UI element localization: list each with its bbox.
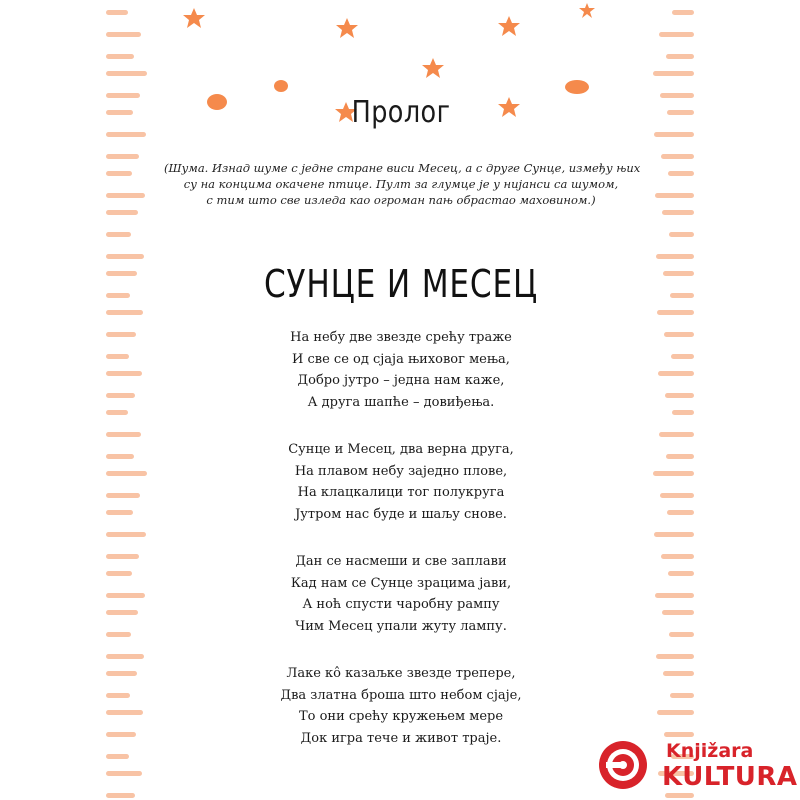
star-icon <box>422 58 444 78</box>
brush-stroke <box>668 171 694 176</box>
brush-stroke <box>669 232 694 237</box>
book-page <box>104 0 698 800</box>
stage-line: (Шума. Изнад шуме с једне стране виси Месец, а с друге Сунце, између њих <box>164 161 641 175</box>
stanza <box>104 663 698 749</box>
star-icon <box>183 8 205 28</box>
brush-stroke <box>106 293 130 298</box>
verse-line: На небу две звезде срећу траже <box>290 330 512 345</box>
stanza <box>104 551 698 637</box>
stage-line: су на концима окачене птице. Пулт за глумце је у нијанси са шумом, <box>183 177 619 191</box>
stage-line: с тим што све изледа као огроман пањ обрастао маховином.) <box>206 193 596 207</box>
poem-body <box>104 327 698 775</box>
verse-line: Док игра тече и живот траје. <box>300 730 502 746</box>
brush-stroke <box>670 293 694 298</box>
stanza <box>104 327 698 413</box>
brush-stroke <box>106 254 144 259</box>
logo-line1: Knjižara <box>666 740 754 762</box>
brush-stroke <box>106 193 145 198</box>
brush-stroke <box>106 310 143 315</box>
star-icon <box>498 16 520 36</box>
brush-stroke <box>665 793 694 798</box>
verse-line: Јутром нас буде и шаљу снове. <box>295 506 507 522</box>
brush-stroke <box>655 193 694 198</box>
verse-line: Чим Месец упали жуту лампу. <box>295 618 507 634</box>
verse-line: На клацкалици тог полукруга <box>297 485 505 500</box>
planet-icon <box>274 80 288 92</box>
knjizara-kultura-logo[interactable] <box>598 740 798 792</box>
prolog-title: Пролог <box>351 95 451 130</box>
planet-icon <box>565 80 589 94</box>
verse-line: И све се од сјаја њиховог мења, <box>292 351 510 367</box>
logo-mark-icon <box>598 740 648 790</box>
brush-stroke <box>106 232 131 237</box>
star-icon <box>336 18 358 38</box>
verse-line: Лаке кô казаљке звезде трепере, <box>286 666 516 681</box>
brush-stroke <box>661 154 694 159</box>
brush-stroke <box>106 271 137 276</box>
verse-line: Сунце и Месец, два верна друга, <box>288 442 514 457</box>
star-icon <box>579 3 595 18</box>
brush-stroke <box>106 793 135 798</box>
brush-stroke <box>662 210 694 215</box>
verse-line: А ноћ спусти чаробну рампу <box>302 597 500 612</box>
verse-line: А друга шапће – довиђења. <box>307 394 495 410</box>
verse-line: Кад нам се Сунце зрацима јави, <box>290 575 512 591</box>
poem-title: СУНЦЕ И МЕСЕЦ <box>263 262 539 306</box>
verse-line: Дан се насмеши и све заплави <box>295 554 507 569</box>
brush-stroke <box>663 271 694 276</box>
brush-stroke <box>106 171 132 176</box>
verse-line: То они срећу кружењем мере <box>298 709 504 724</box>
verse-line: Два златна броша што небом сјаје, <box>280 687 522 703</box>
logo-line2: KULTURA <box>662 762 798 792</box>
verse-line: Добро јутро – једна нам каже, <box>297 373 505 388</box>
brush-stroke <box>657 310 694 315</box>
prolog-stage-directions <box>164 160 641 208</box>
brush-stroke <box>106 210 138 215</box>
brush-stroke <box>106 154 139 159</box>
brush-stroke <box>656 254 694 259</box>
stanza <box>104 439 698 525</box>
verse-line: На плавом небу заједно плове, <box>294 463 508 479</box>
